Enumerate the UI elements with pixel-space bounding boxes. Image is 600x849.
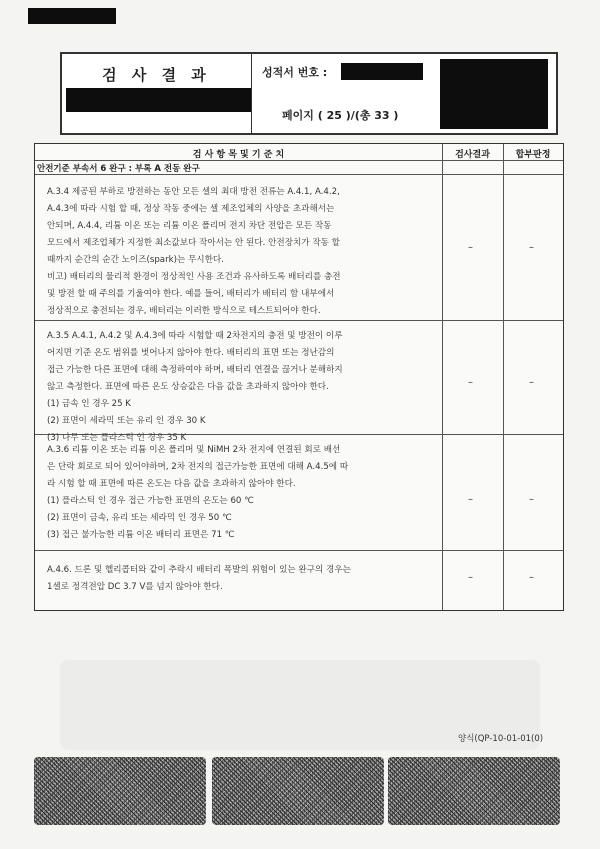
result-a-3-4: –	[468, 242, 473, 253]
scan-noise-right	[388, 757, 560, 825]
result-a-3-5: –	[468, 377, 473, 388]
form-code: 양식(QP-10-01-01(0)	[458, 734, 544, 744]
header-divider	[251, 54, 252, 133]
verdict-a-3-4: –	[529, 242, 534, 253]
column-header-verdict: 합부판정	[515, 150, 551, 160]
verdict-a-3-6: –	[529, 494, 534, 505]
page-title: 검 사 결 과	[102, 66, 211, 84]
verdict-a-4-6: –	[529, 572, 534, 583]
redaction-cert-number	[341, 63, 423, 80]
criteria-a-3-6: A.3.6 리튬 이온 또는 리튬 이온 폴리머 및 NiMH 2차 전지에 연결된 회로 배선 은 단락 회로로 되어 있어야하며, 2차 전지의 접근가능한 표면에 대해 A.4.5에 따 라 시험 할 때 표면에 따른 온도는 다음 값을 초과하지 않아야 한다. (1) 플라스틱 인 경우 접근 가능한 표면의 온도는 60 ℃ (2) 표면이 금속, 유리 또는 세라믹 인 경우 50 ℃ (3) 접근 불가능한 리튬 이온 배터리 표면은 71 ℃	[47, 445, 349, 540]
certificate-number-label: 성적서 번호 :	[262, 66, 328, 79]
column-header-result: 검사결과	[455, 150, 490, 160]
inspection-table	[34, 143, 564, 611]
verdict-a-3-5: –	[529, 377, 534, 388]
criteria-a-3-4: A.3.4 제공된 부하로 방전하는 동안 모든 셀의 최대 방전 전류는 A.4.1, A.4.2, A.4.3에 따라 시험 할 때, 정상 작동 중에는 셀 제조업체의 사양을 초과해서는 안되며, A.4.4, 리튬 이온 또는 리튬 이온 폴리머 전지 차단 전압은 모든 작동 모드에서 제조업체가 지정한 최소값보다 작아서는 안 된다. 안전장치가 작동 할 때까지 순간의 순간 노이즈(spark)는 무시한다. 비고) 배터리의 물리적 환경이 정상적인 사용 조건과 유사하도록 배터리를 충전 및 방전 할 때 주의를 기울여야 한다. 예를 들어, 배터리가 배터리 함 내부에서 정상적으로 충전되는 경우, 배터리는 이러한 방식으로 테스트되어야 한다.	[47, 187, 341, 316]
redaction-stamp	[440, 59, 548, 129]
column-header-items: 검 사 항 목 및 기 준 치	[192, 150, 285, 160]
scan-noise-center	[212, 757, 384, 825]
result-a-4-6: –	[468, 572, 473, 583]
section-subheading: 안전기준 부속서 6 완구 : 부록 A 전동 완구	[37, 164, 200, 174]
redaction-top	[28, 8, 116, 24]
page-number: 페이지 ( 25 )/(총 33 )	[282, 109, 399, 122]
result-header	[60, 52, 558, 135]
criteria-a-4-6: A.4.6. 드론 및 헬리콥터와 같이 추락시 배터리 폭발의 위험이 있는 완구의 경우는 1셀로 정격전압 DC 3.7 V를 넘지 않아야 한다.	[47, 565, 351, 592]
redaction-client	[66, 88, 251, 112]
criteria-a-3-5: A.3.5 A.4.1, A.4.2 및 A.4.3에 따라 시험할 때 2차전지의 충전 및 방전이 이루 어지면 기준 온도 범위를 벗어나지 않아야 한다. 배터리의 표면 또는 정난감의 접근 가능한 다른 표면에 대해 측정하여야 하며, 배터리 연결을 끊거나 분해하지 않고 측정한다. 표면에 따른 온도 상승값은 다음 값을 초과하지 않아야 한다. (1) 금속 인 경우 25 K (2) 표면이 세라믹 또는 유리 인 경우 30 K (3) 나무 또는 플라스틱 인 경우 35 K	[47, 331, 343, 443]
result-a-3-6: –	[468, 494, 473, 505]
scan-noise-left	[34, 757, 206, 825]
